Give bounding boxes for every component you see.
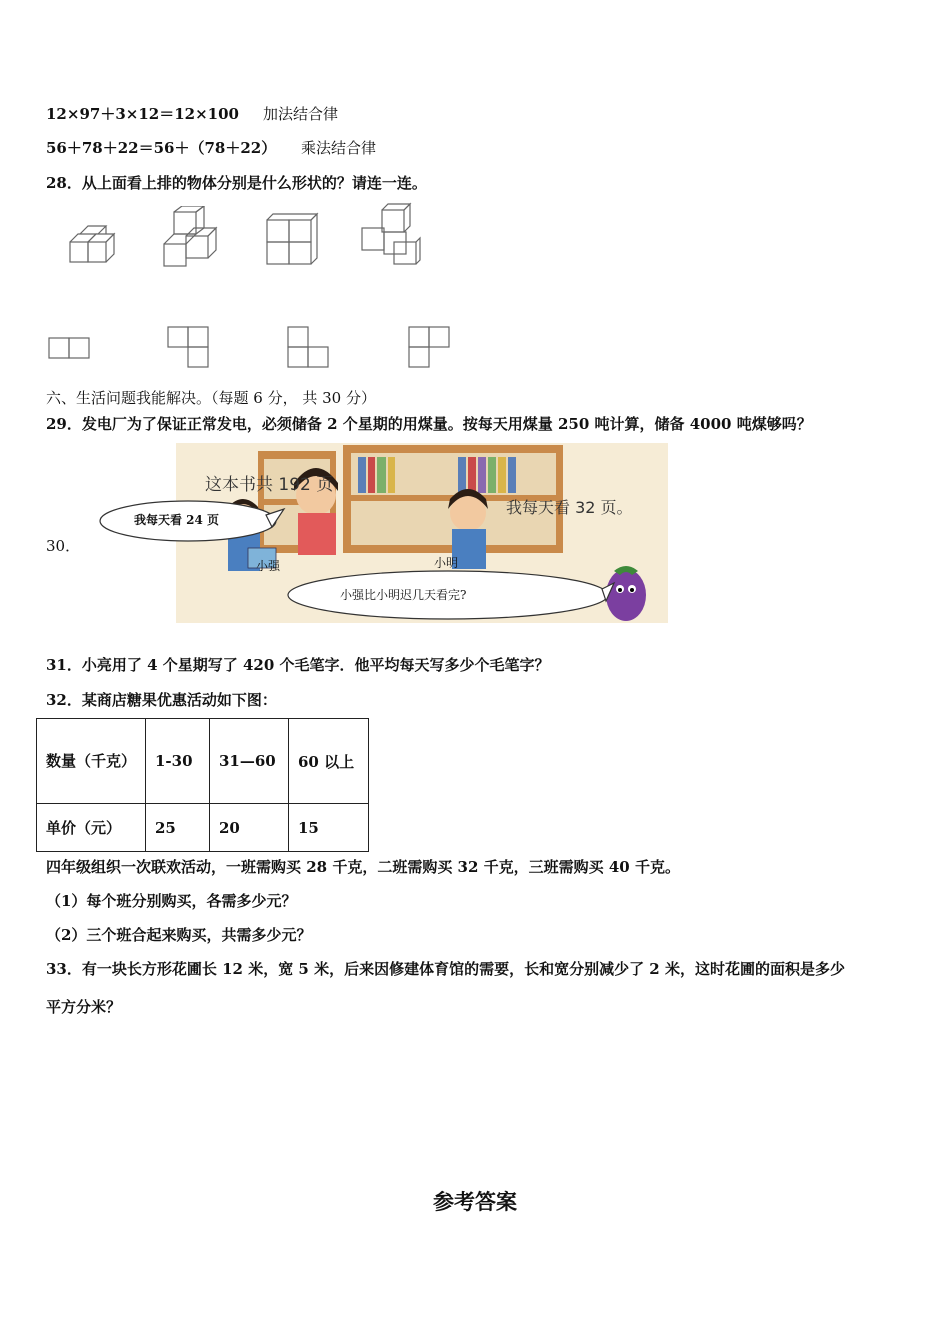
cube-figure-4 xyxy=(356,202,426,268)
table-row xyxy=(37,804,369,852)
top-view-figure-3 xyxy=(286,325,330,369)
table-cell: 15 xyxy=(289,804,369,852)
q32-sub-question-1: （1）每个班分别购买，各需多少元？ xyxy=(46,892,297,910)
price-table xyxy=(36,718,369,852)
top-view-figure-2 xyxy=(166,325,210,369)
q31-text: 31．小亮用了 4 个星期写了 420 个毛笔字．他平均每天写多少个毛笔字？ xyxy=(46,656,550,674)
table-cell: 1-30 xyxy=(146,719,210,804)
cube-figure-2 xyxy=(160,206,226,272)
table-cell: 数量（千克） xyxy=(37,719,146,804)
cube-figure-1 xyxy=(66,220,126,268)
q30-bubble-bottom: 小强比小明迟几天看完? xyxy=(340,588,467,602)
law-equation-1: 12×97＋3×12＝12×100 xyxy=(46,105,239,123)
table-cell: 单价（元） xyxy=(37,804,146,852)
q30-illustration xyxy=(88,443,668,638)
q29-text: 29．发电厂为了保证正常发电，必须储备 2 个星期的用煤量。按每天用煤量 250 吨计算，储备 4000 吨煤够吗？ xyxy=(46,415,812,433)
cube-figure-3 xyxy=(263,210,321,268)
q32-text: 32．某商店糖果优惠活动如下图： xyxy=(46,691,277,709)
q30-bubble-right: 我每天看 32 页。 xyxy=(506,498,633,517)
q30-bubble-left: 我每天看 24 页 xyxy=(134,513,220,527)
law-name-1: 加法结合律 xyxy=(263,105,339,123)
law-name-2: 乘法结合律 xyxy=(301,139,377,157)
q30-number: 30． xyxy=(46,537,81,555)
q30-name-left: 小强 xyxy=(256,559,281,573)
q30-name-right: 小明 xyxy=(434,556,459,570)
table-cell: 20 xyxy=(210,804,289,852)
law-equation-2: 56＋78＋22＝56＋（78＋22） xyxy=(46,139,277,157)
table-cell: 60 以上 xyxy=(289,719,369,804)
q33-text-line-1: 33．有一块长方形花圃长 12 米，宽 5 米，后来因修建体育馆的需要，长和宽分别减少了 2 米，这时花圃的面积是多少 xyxy=(46,960,845,978)
q28-text: 28．从上面看上排的物体分别是什么形状的？请连一连。 xyxy=(46,174,427,192)
table-row xyxy=(37,719,369,804)
q30-book-label: 这本书共 192 页 xyxy=(205,475,334,495)
section-6-title: 六、生活问题我能解决。（每题 6 分， 共 30 分） xyxy=(46,389,376,407)
q32-description: 四年级组织一次联欢活动，一班需购买 28 千克，二班需购买 32 千克，三班需购买 40 千克。 xyxy=(46,858,680,876)
answer-key-title: 参考答案 xyxy=(433,1189,517,1214)
q32-sub-question-2: （2）三个班合起来购买，共需多少元？ xyxy=(46,926,312,944)
q33-text-line-2: 平方分米？ xyxy=(46,998,122,1016)
top-view-figure-1 xyxy=(48,336,92,360)
top-view-figure-4 xyxy=(407,325,451,369)
table-cell: 31—60 xyxy=(210,719,289,804)
table-cell: 25 xyxy=(146,804,210,852)
